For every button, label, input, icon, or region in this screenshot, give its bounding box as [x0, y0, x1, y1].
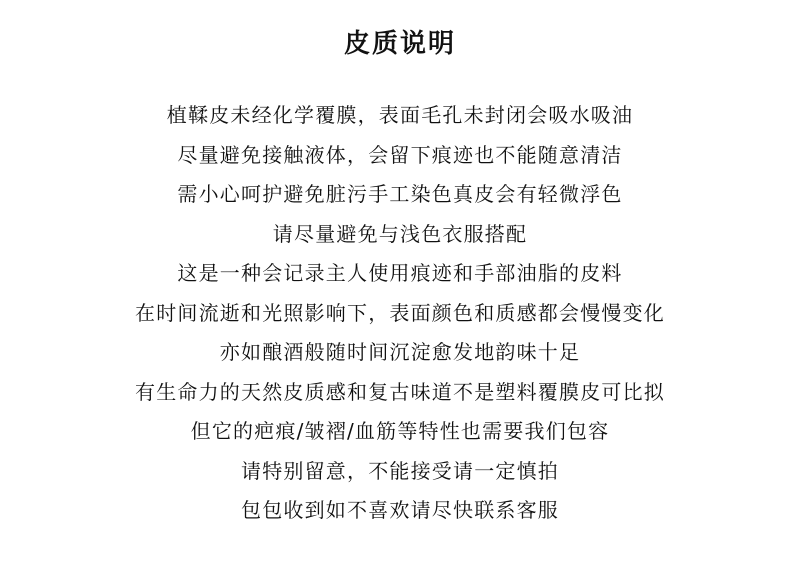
note-line: 这是一种会记录主人使用痕迹和手部油脂的皮料 — [177, 261, 623, 285]
note-line: 在时间流逝和光照影响下，表面颜色和质感都会慢慢变化 — [135, 300, 665, 325]
note-line: 植鞣皮未经化学覆膜，表面毛孔未封闭会吸水吸油 — [166, 103, 634, 127]
notes-list — [0, 96, 800, 531]
note-line: 但它的疤痕/皱褶/血筋等特性也需要我们包容 — [190, 419, 610, 443]
page-title: 皮质说明 — [343, 29, 456, 59]
note-line: 亦如酿酒般随时间沉淀愈发地韵味十足 — [219, 340, 581, 364]
note-line: 尽量避免接触液体，会留下痕迹也不能随意清洁 — [177, 142, 623, 167]
note-line: 需小心呵护避免脏污手工染色真皮会有轻微浮色 — [177, 182, 623, 206]
note-line: 包包收到如不喜欢请尽快联系客服 — [241, 498, 559, 522]
note-line: 请特别留意，不能接受请一定慎拍 — [241, 458, 559, 483]
note-line: 有生命力的天然皮质感和复古味道不是塑料覆膜皮可比拟 — [135, 379, 665, 404]
note-line: 请尽量避免与浅色衣服搭配 — [272, 221, 528, 246]
